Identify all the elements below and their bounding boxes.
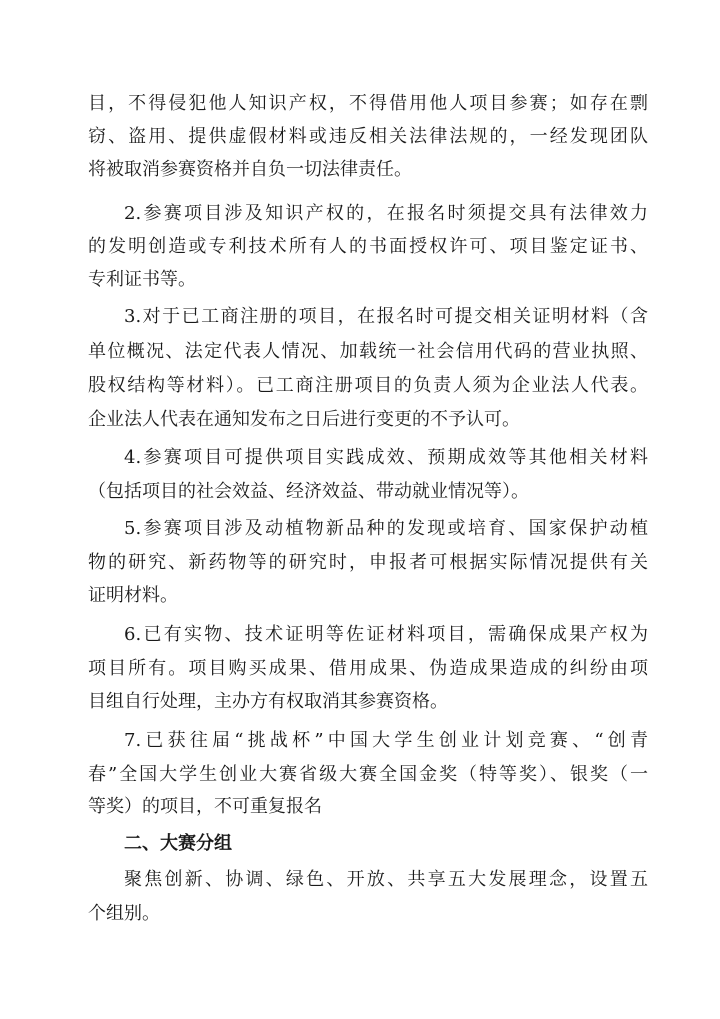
paragraph-5-line-1: 5.参赛项目涉及动植物新品种的发现或培育、国家保护动植 <box>124 518 648 539</box>
paragraph-6-line-2: 项目所有。项目购买成果、借用成果、伪造成果造成的纠纷由项 <box>88 658 648 679</box>
paragraph-8-line-2: 个组别。 <box>88 903 160 924</box>
paragraph-2-line-3: 专利证书等。 <box>88 269 196 290</box>
section-heading: 二、大赛分组 <box>124 833 232 854</box>
paragraph-7-line-3: 等奖）的项目，不可重复报名 <box>88 796 322 817</box>
paragraph-8-line-1: 聚焦创新、协调、绿色、开放、共享五大发展理念，设置五 <box>124 869 648 890</box>
paragraph-3-line-2: 单位概况、法定代表人情况、加载统一社会信用代码的营业执照、 <box>88 341 648 362</box>
paragraph-6-line-3: 目组自行处理，主办方有权取消其参赛资格。 <box>88 691 448 712</box>
paragraph-1-line-3: 将被取消参赛资格并自负一切法律责任。 <box>88 159 412 180</box>
paragraph-7-line-2: 春”全国大学生创业大赛省级大赛全国金奖（特等奖）、银奖（一 <box>88 764 648 785</box>
paragraph-1-line-1: 目，不得侵犯他人知识产权，不得借用他人项目参赛；如存在剽 <box>88 93 648 114</box>
paragraph-4-line-2: （包括项目的社会效益、经济效益、带动就业情况等）。 <box>88 481 529 502</box>
paragraph-3-line-3: 股权结构等材料）。已工商注册项目的负责人须为企业法人代表。 <box>88 375 648 396</box>
paragraph-2-line-2: 的发明创造或专利技术所有人的书面授权许可、项目鉴定证书、 <box>88 236 648 257</box>
paragraph-5-line-2: 物的研究、新药物等的研究时，申报者可根据实际情况提供有关 <box>88 552 648 573</box>
paragraph-7-line-1: 7.已获往届“挑战杯”中国大学生创业计划竞赛、“创青 <box>124 730 648 751</box>
paragraph-6-line-1: 6.已有实物、技术证明等佐证材料项目，需确保成果产权为 <box>124 624 648 645</box>
paragraph-3-line-4: 企业法人代表在通知发布之日后进行变更的不予认可。 <box>88 409 520 430</box>
paragraph-2-line-1: 2.参赛项目涉及知识产权的，在报名时须提交具有法律效力 <box>124 203 648 224</box>
paragraph-5-line-3: 证明材料。 <box>88 585 178 606</box>
paragraph-1-line-2: 窃、盗用、提供虚假材料或违反相关法律法规的，一经发现团队 <box>88 126 648 147</box>
paragraph-3-line-1: 3.对于已工商注册的项目，在报名时可提交相关证明材料（含 <box>124 306 648 327</box>
paragraph-4-line-1: 4.参赛项目可提供项目实践成效、预期成效等其他相关材料 <box>124 447 648 468</box>
